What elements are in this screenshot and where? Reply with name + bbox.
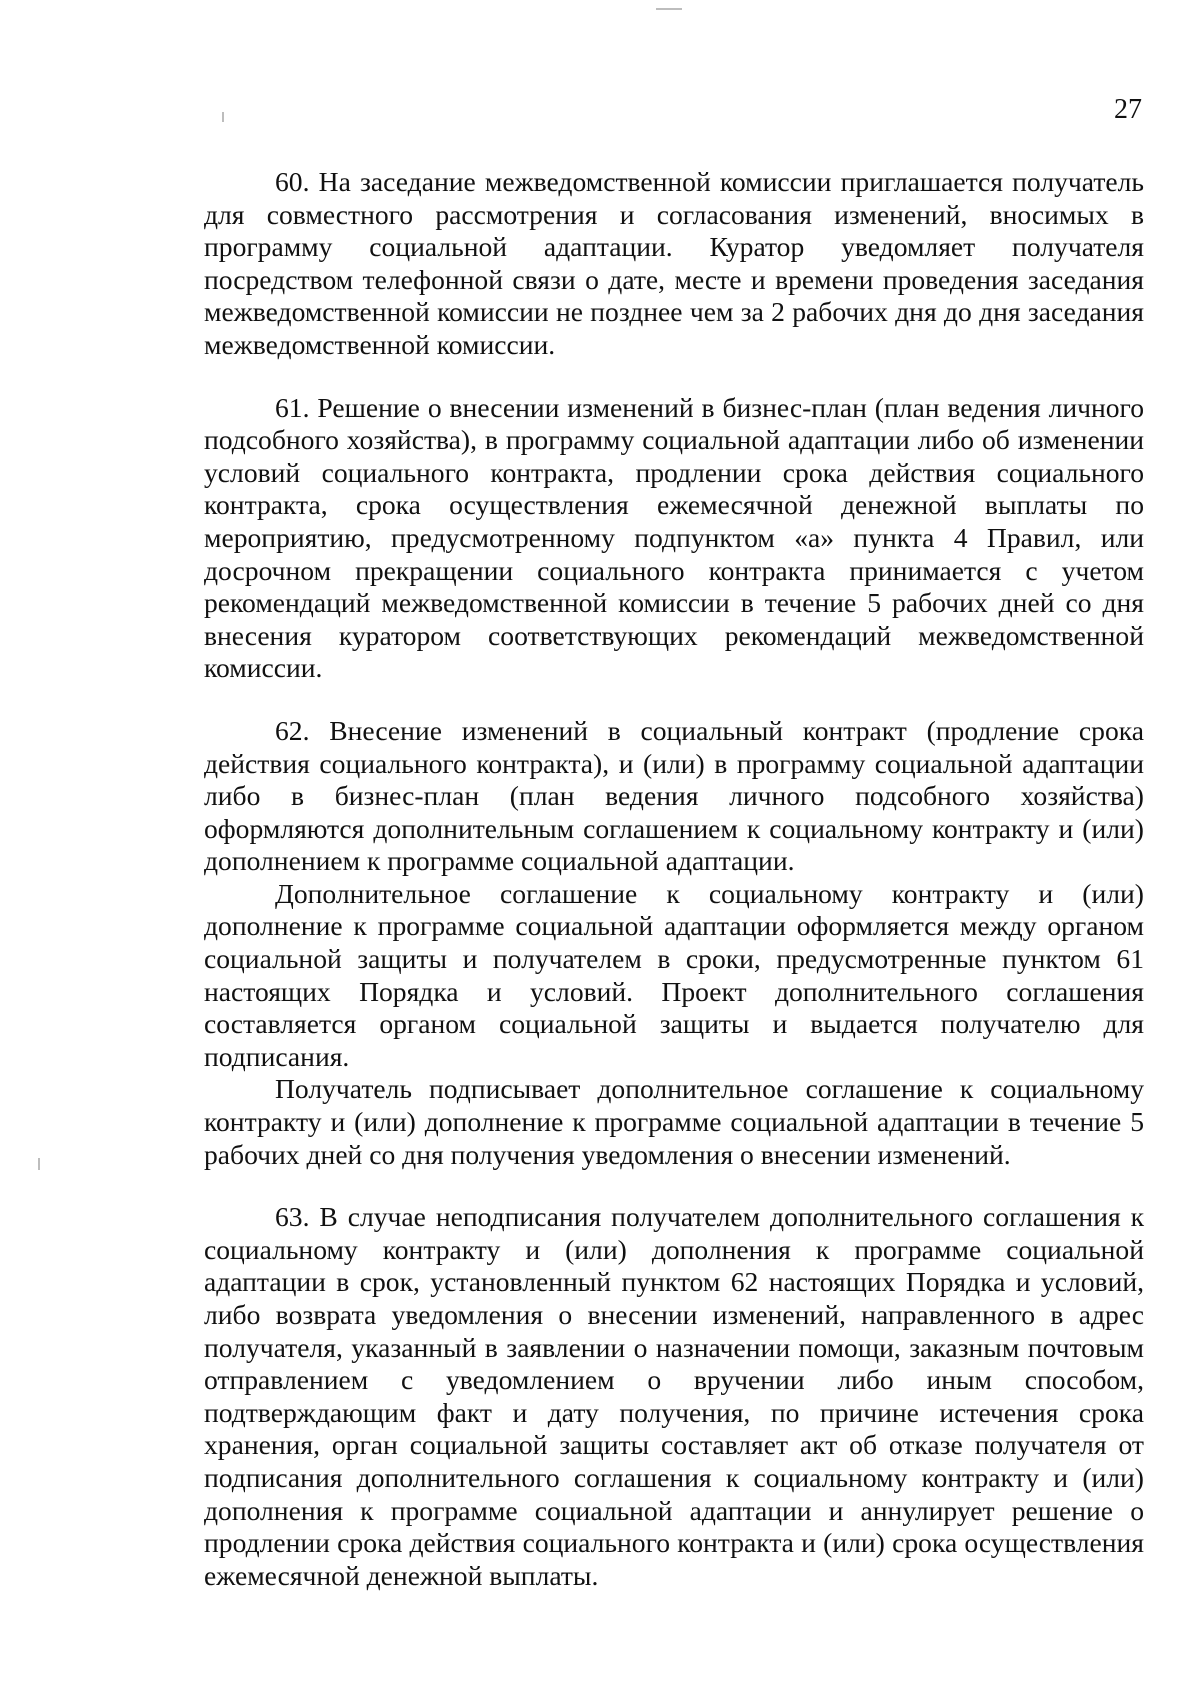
paragraph-60: 60. На заседание межведомственной комиссии приглашается получатель для совместного рассмотрения и согласования изменений, вносимых в программу социальной адаптации. Куратор уведомляет получателя посредством телефонной связи о дате, месте и времени проведения заседания межведомственной комиссии не позднее чем за 2 рабочих дня до дня заседания межведомственной комиссии. bbox=[204, 166, 1144, 360]
scan-speck bbox=[656, 8, 682, 10]
page-number: 27 bbox=[1114, 94, 1142, 125]
scan-speck bbox=[38, 1158, 40, 1170]
paragraph-62-signing: Получатель подписывает дополнительное соглашение к социальному контракту и (или) дополнение к программе социальной адаптации в течение 5 рабочих дней со дня получения уведомления о внесении изменений. bbox=[204, 1073, 1144, 1170]
paragraph-62: 62. Внесение изменений в социальный контракт (продление срока действия социального контракта), и (или) в программу социальной адаптации либо в бизнес-план (план ведения личного подсобного хозяйства) оформляются дополнительным соглашением к социальному контракту и (или) дополнением к программе социальной адаптации. bbox=[204, 714, 1144, 877]
paragraph-63: 63. В случае неподписания получателем дополнительного соглашения к социальному контракту и (или) дополнения к программе социальной адаптации в срок, установленный пунктом 62 настоящих Порядка и условий, либо возврата уведомления о внесении изменений, направленного в адрес получателя, указанный в заявлении о назначении помощи, заказным почтовым отправлением с уведомлением о вручении либо иным способом, подтверждающим факт и дату получения, по причине истечения срока хранения, орган социальной защиты составляет акт об отказе получателя от подписания дополнительного соглашения к социальному контракту и (или) дополнения к программе социальной адаптации и аннулирует решение о продлении срока действия социального контракта и (или) срока осуществления ежемесячной денежной выплаты. bbox=[204, 1201, 1144, 1591]
paragraph-61: 61. Решение о внесении изменений в бизнес-план (план ведения личного подсобного хозяйства), в программу социальной адаптации либо об изменении условий социального контракта, продлении срока действия социального контракта, срока осуществления ежемесячной денежной выплаты по мероприятию, предусмотренному подпунктом «а» пункта 4 Правил, или досрочном прекращении социального контракта принимается с учетом рекомендаций межведомственной комиссии в течение 5 рабочих дней со дня внесения куратором соответствующих рекомендаций межведомственной комиссии. bbox=[204, 391, 1144, 684]
document-body bbox=[204, 166, 1144, 1592]
paragraph-62-supplement: Дополнительное соглашение к социальному контракту и (или) дополнение к программе социальной адаптации оформляется между органом социальной защиты и получателем в сроки, предусмотренные пунктом 61 настоящих Порядка и условий. Проект дополнительного соглашения составляется органом социальной защиты и выдается получателю для подписания. bbox=[204, 877, 1144, 1072]
scan-speck bbox=[222, 112, 224, 122]
